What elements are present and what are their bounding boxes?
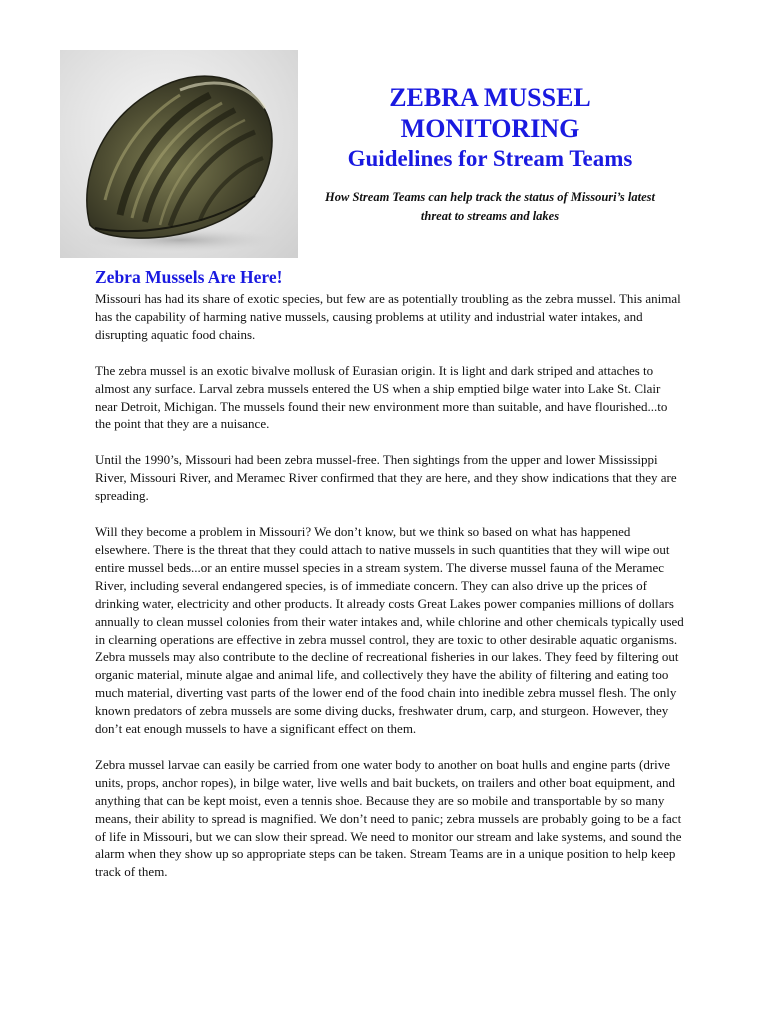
zebra-mussel-illustration <box>60 50 298 258</box>
paragraph-missouri-sightings: Until the 1990’s, Missouri had been zebra mussel-free. Then sightings from the upper and lower Mississippi River, Missouri River, and Meramec River confirmed that they are here, and they show indications that they are spreading. <box>95 452 677 504</box>
paragraph-origin: The zebra mussel is an exotic bivalve mollusk of Eurasian origin. It is light and dark striped and attaches to almost any surface. Larval zebra mussels entered the US when a ship emptied bilge water into Lake St. Clair near Detroit, Michigan. The mussels found their new environment more than suitable, and have flourished...to the point that they are a nuisance. <box>95 362 668 432</box>
paragraph-spread: Zebra mussel larvae can easily be carried from one water body to another on boat hulls and engine parts (drive units, props, anchor ropes), in bilge water, live wells and bait buckets, on trailers and other boat equipment, and anything that can be kept moist, even a tennis shoe. Because they are so mobile and transportable by so many means, their ability to spread is magnified. We don’t need to panic; zebra mussels are probably going to be a fact of life in Missouri, but we can slow their spread. We need to monitor our stream and lake systems, and sound the alarm when they show up so appropriate steps can be taken. Stream Teams are in a unique position to help keep track of them. <box>95 756 682 880</box>
document-header <box>300 82 680 226</box>
zebra-mussel-photo <box>60 50 298 258</box>
paragraph-impacts: Will they become a problem in Missouri? We don’t know, but we think so based on what has happened elsewhere. There is the threat that they could attach to native mussels in such quantities that they will wipe out entire mussel beds...or an entire mussel species in a stream system. The diverse mussel fauna of the Meramec River, including several endangered species, is of immediate concern. They can also drive up the prices of drinking water, electricity and other products. It already costs Great Lakes power companies millions of dollars annually to clean mussel colonies from their water intakes and, while chlorine and other chemicals typically used in clearning operations are effective in zebra mussel control, they are toxic to other desirable aquatic organisms. Zebra mussels may also contribute to the decline of recreational fisheries in our lakes. They feed by filtering out organic material, minute algae and animal life, and collectively they have the ability of filtering and eating too much material, diverting vast parts of the lower end of the food chain into inedible zebra mussel flesh. The only known predators of zebra mussels are some diving ducks, freshwater drum, carp, and sturgeon. However, they don’t eat enough mussels to have a significant effect on them. <box>95 524 684 737</box>
paragraph-intro: Missouri has had its share of exotic species, but few are as potentially troubling as the zebra mussel. This animal has the capability of harming native mussels, causing problems at utility and industrial water intakes, and disrupting aquatic food chains. <box>95 291 681 342</box>
main-content <box>95 266 685 899</box>
document-title: ZEBRA MUSSEL MONITORING <box>389 83 591 143</box>
document-subtitle: Guidelines for Stream Teams <box>347 146 633 171</box>
section-heading: Zebra Mussels Are Here! <box>95 267 283 287</box>
document-tagline: How Stream Teams can help track the status of Missouri’s latest threat to streams and lakes <box>325 190 655 223</box>
